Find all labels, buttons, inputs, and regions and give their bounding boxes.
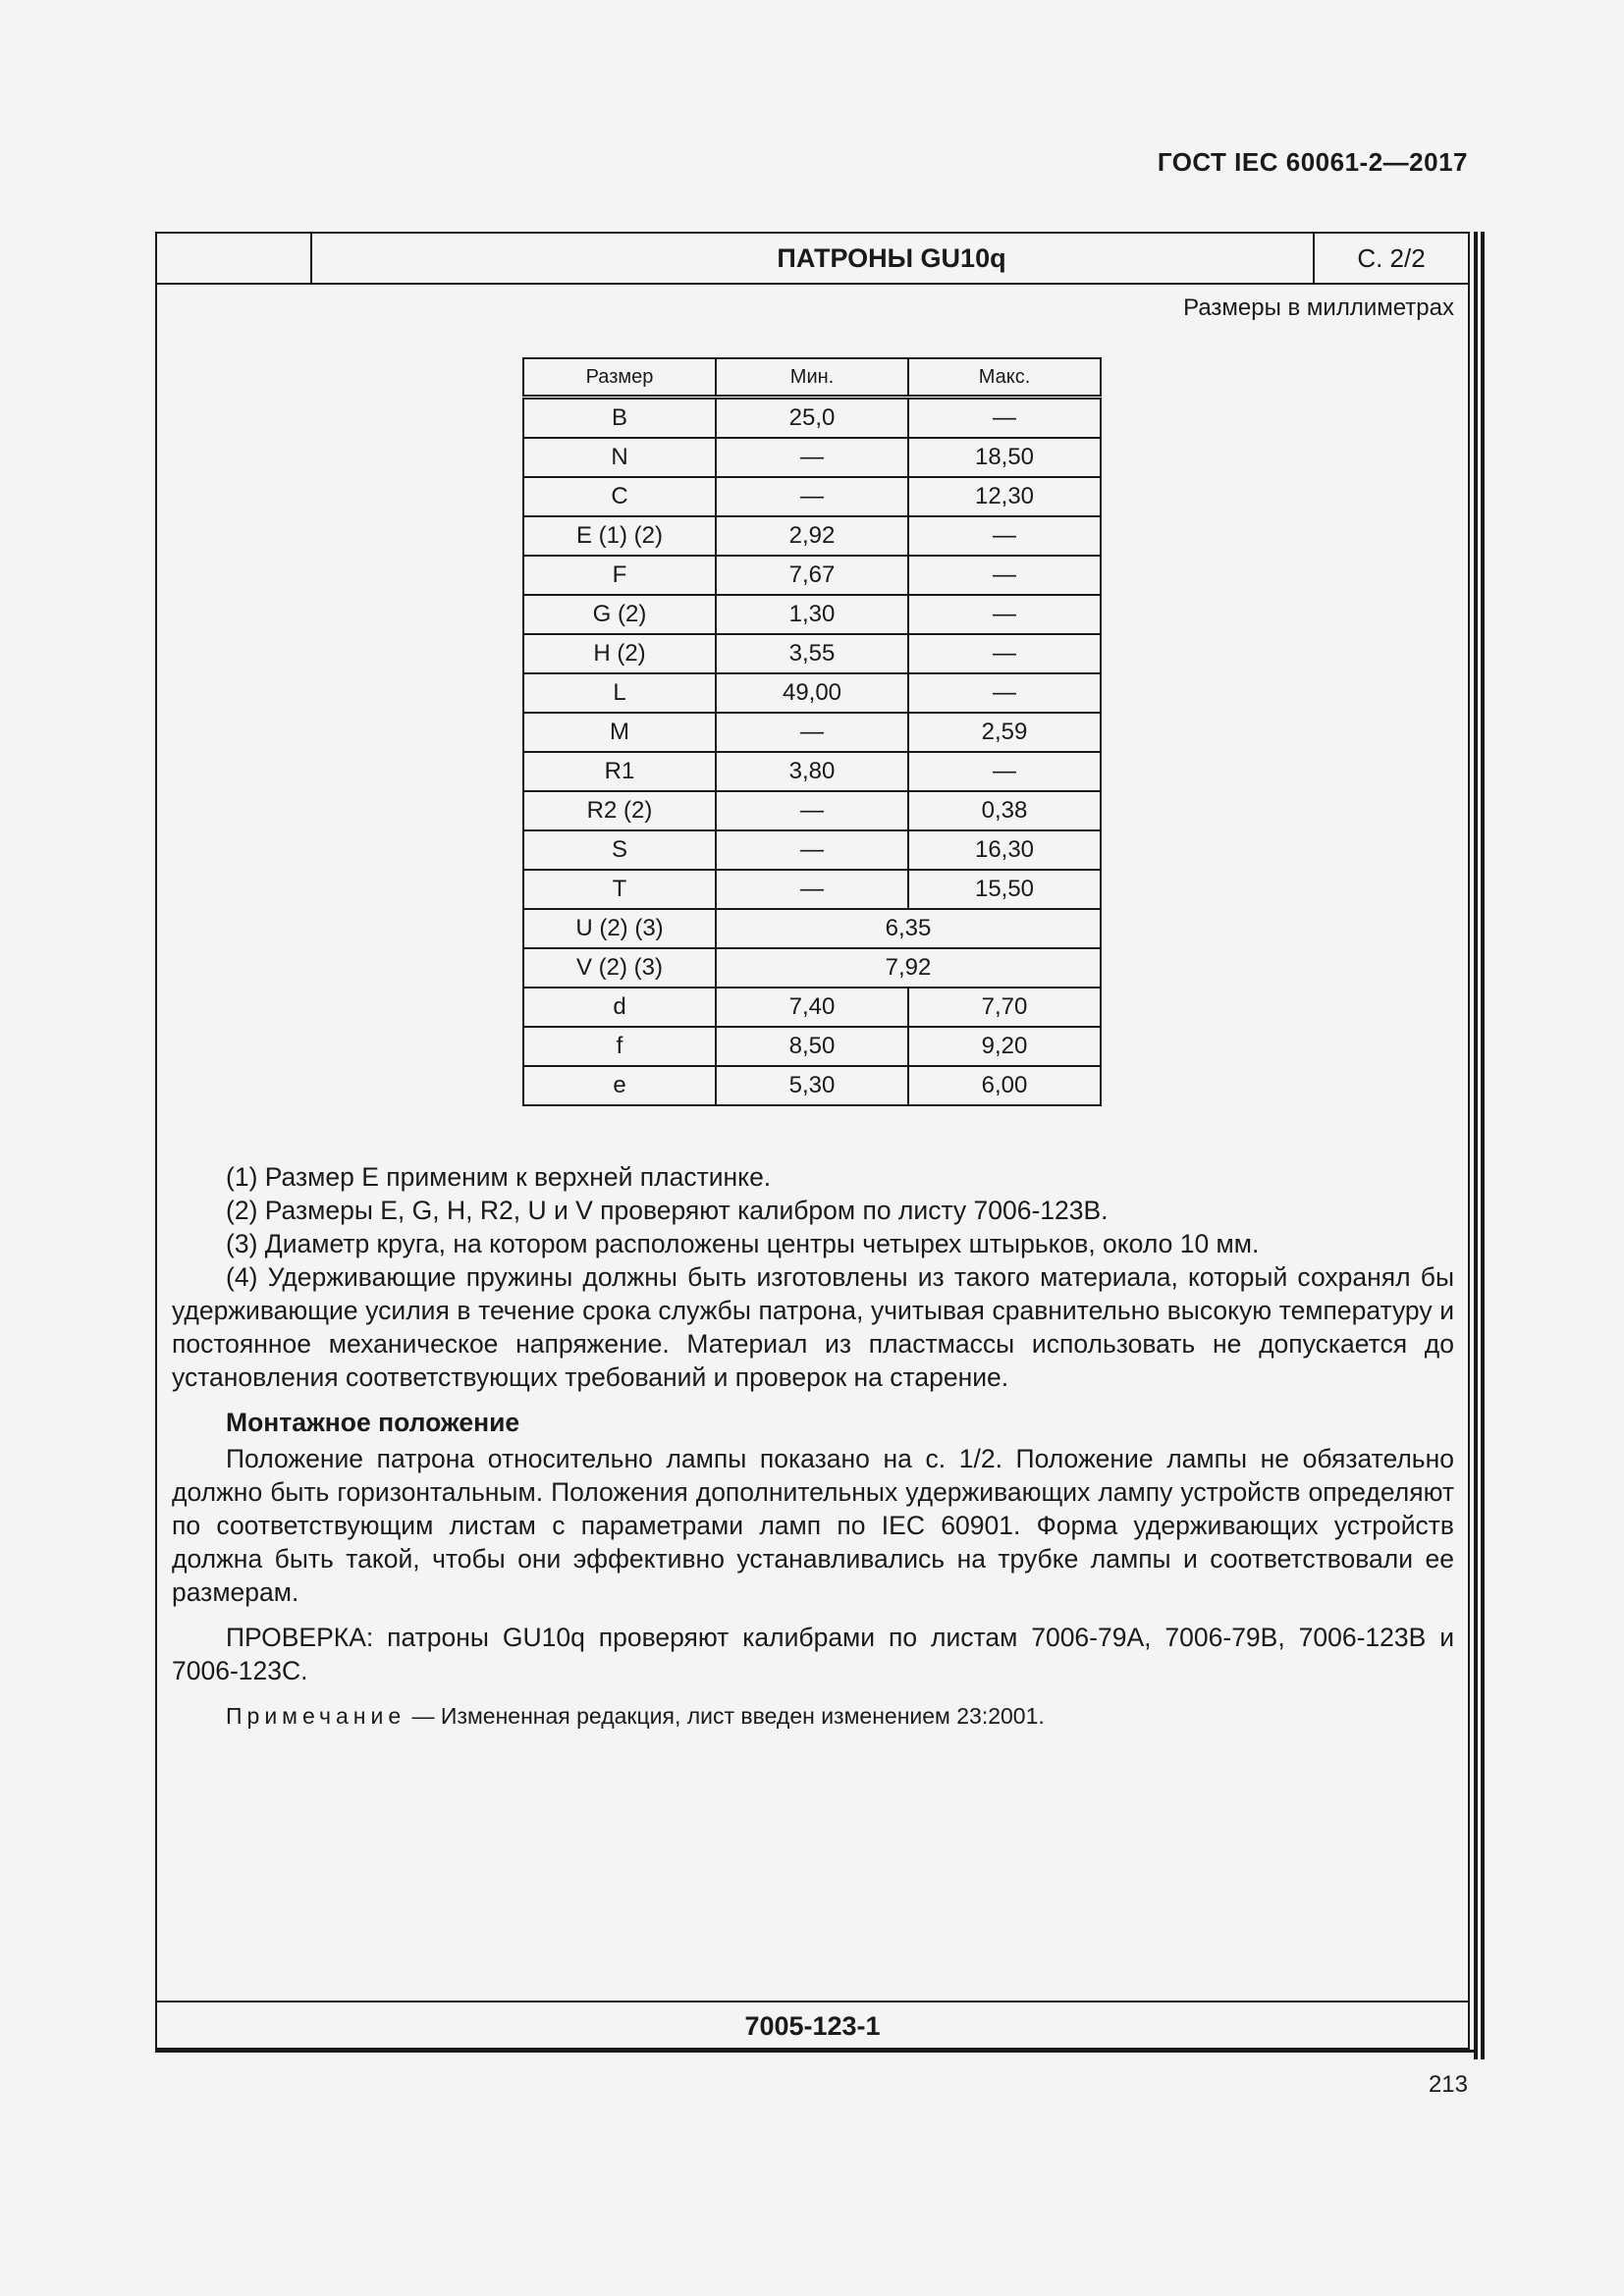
cell-max: 12,30 [908, 477, 1101, 516]
cell-min: — [716, 438, 908, 477]
cell-min: 5,30 [716, 1066, 908, 1105]
cell-min: 3,80 [716, 752, 908, 791]
table-row [523, 752, 1101, 791]
cell-size: L [523, 673, 716, 713]
cell-max: 0,38 [908, 791, 1101, 830]
mounting-heading: Монтажное положение [226, 1408, 520, 1437]
check-paragraph: ПРОВЕРКА: патроны GU10q проверяют калибрами по листам 7006-79A, 7006-79B, 7006-123B и 7006-123C. [172, 1623, 1454, 1685]
cell-value: 6,35 [716, 909, 1101, 948]
table-row [523, 516, 1101, 556]
sheet-title: ПАТРОНЫ GU10q [777, 243, 1006, 273]
cell-size: R1 [523, 752, 716, 791]
table-row [523, 556, 1101, 595]
remark-label: Примечание [226, 1703, 406, 1729]
cell-max: 16,30 [908, 830, 1101, 870]
table-row [523, 948, 1101, 988]
cell-max: 7,70 [908, 988, 1101, 1027]
table-row [523, 988, 1101, 1027]
table-row [523, 713, 1101, 752]
units-note: Размеры в миллиметрах [1183, 294, 1454, 321]
table-row [523, 477, 1101, 516]
cell-size: N [523, 438, 716, 477]
table-row [523, 1027, 1101, 1066]
frame-side-bar [1474, 232, 1478, 2059]
column-header-size: Размер [523, 358, 716, 398]
column-header-max: Макс. [908, 358, 1101, 398]
cell-size: M [523, 713, 716, 752]
remark [172, 1699, 1454, 1733]
cell-size: V (2) (3) [523, 948, 716, 988]
table-row [523, 673, 1101, 713]
table-row [523, 438, 1101, 477]
page-number: 213 [1428, 2071, 1468, 2098]
table-row [523, 870, 1101, 909]
cell-min: — [716, 830, 908, 870]
cell-size: C [523, 477, 716, 516]
remark-text: — Измененная редакция, лист введен изменением 23:2001. [406, 1703, 1045, 1729]
cell-min: 1,30 [716, 595, 908, 634]
footnote-1: (1) Размер E применим к верхней пластинке. [226, 1162, 772, 1192]
cell-max: — [908, 595, 1101, 634]
cell-size: H (2) [523, 634, 716, 673]
cell-max: 2,59 [908, 713, 1101, 752]
cell-max: 18,50 [908, 438, 1101, 477]
frame-bottom-bar [155, 2050, 1478, 2053]
dimensions-table [522, 357, 1102, 1106]
cell-min: — [716, 477, 908, 516]
header-left-cell [157, 234, 312, 283]
mounting-paragraph: Положение патрона относительно лампы показано на с. 1/2. Положение лампы не обязательно должно быть горизонтальным. Положения дополнительных удерживающих лампу устройств определяют по соответствующим листам с параметрами ламп по IEC 60901. Форма удерживающих устройств должна быть такой, чтобы они эффективно устанавливались на трубке лампы и соответствовали ее размерам. [172, 1444, 1454, 1607]
cell-size: R2 (2) [523, 791, 716, 830]
column-header-min: Мин. [716, 358, 908, 398]
sheet-header [157, 234, 1468, 285]
cell-max: 6,00 [908, 1066, 1101, 1105]
cell-min: 49,00 [716, 673, 908, 713]
cell-max: — [908, 752, 1101, 791]
cell-min: 7,67 [716, 556, 908, 595]
table-row [523, 791, 1101, 830]
table-row [523, 398, 1101, 439]
cell-min: 7,40 [716, 988, 908, 1027]
cell-min: 8,50 [716, 1027, 908, 1066]
standard-code: ГОСТ IEC 60061-2—2017 [1157, 147, 1468, 177]
cell-max: — [908, 556, 1101, 595]
sheet-number: 7005-123-1 [744, 2011, 881, 2041]
cell-size: F [523, 556, 716, 595]
cell-size: U (2) (3) [523, 909, 716, 948]
cell-size: e [523, 1066, 716, 1105]
cell-min: — [716, 713, 908, 752]
table-row [523, 634, 1101, 673]
cell-max: — [908, 516, 1101, 556]
cell-value: 7,92 [716, 948, 1101, 988]
notes-section [172, 1160, 1454, 1733]
cell-min: 25,0 [716, 398, 908, 439]
table-row [523, 909, 1101, 948]
cell-max: — [908, 673, 1101, 713]
cell-max: — [908, 398, 1101, 439]
cell-size: d [523, 988, 716, 1027]
cell-min: — [716, 870, 908, 909]
frame-side-bar [1481, 232, 1485, 2059]
cell-size: B [523, 398, 716, 439]
cell-min: 3,55 [716, 634, 908, 673]
cell-min: — [716, 791, 908, 830]
table-row [523, 830, 1101, 870]
table-header-row [523, 358, 1101, 398]
cell-size: S [523, 830, 716, 870]
table-row [523, 1066, 1101, 1105]
cell-size: T [523, 870, 716, 909]
footnote-3: (3) Диаметр круга, на котором расположены центры четырех штырьков, около 10 мм. [226, 1229, 1260, 1258]
footer-divider [157, 2001, 1468, 2002]
cell-max: — [908, 634, 1101, 673]
footnote-4: (4) Удерживающие пружины должны быть изготовлены из такого материала, который сохранял бы удерживающие усилия в течение срока службы патрона, учитывая сравнительно высокую температуру и постоянное механическое напряжение. Материал из пластмассы использовать не допускается до установления соответствующих требований и проверок на старение. [172, 1262, 1454, 1392]
footnote-2: (2) Размеры E, G, H, R2, U и V проверяют калибром по листу 7006-123B. [226, 1196, 1109, 1225]
cell-min: 2,92 [716, 516, 908, 556]
cell-max: 15,50 [908, 870, 1101, 909]
cell-size: f [523, 1027, 716, 1066]
cell-size: G (2) [523, 595, 716, 634]
cell-size: E (1) (2) [523, 516, 716, 556]
table-row [523, 595, 1101, 634]
cell-max: 9,20 [908, 1027, 1101, 1066]
sheet-page-indicator: С. 2/2 [1313, 234, 1468, 283]
